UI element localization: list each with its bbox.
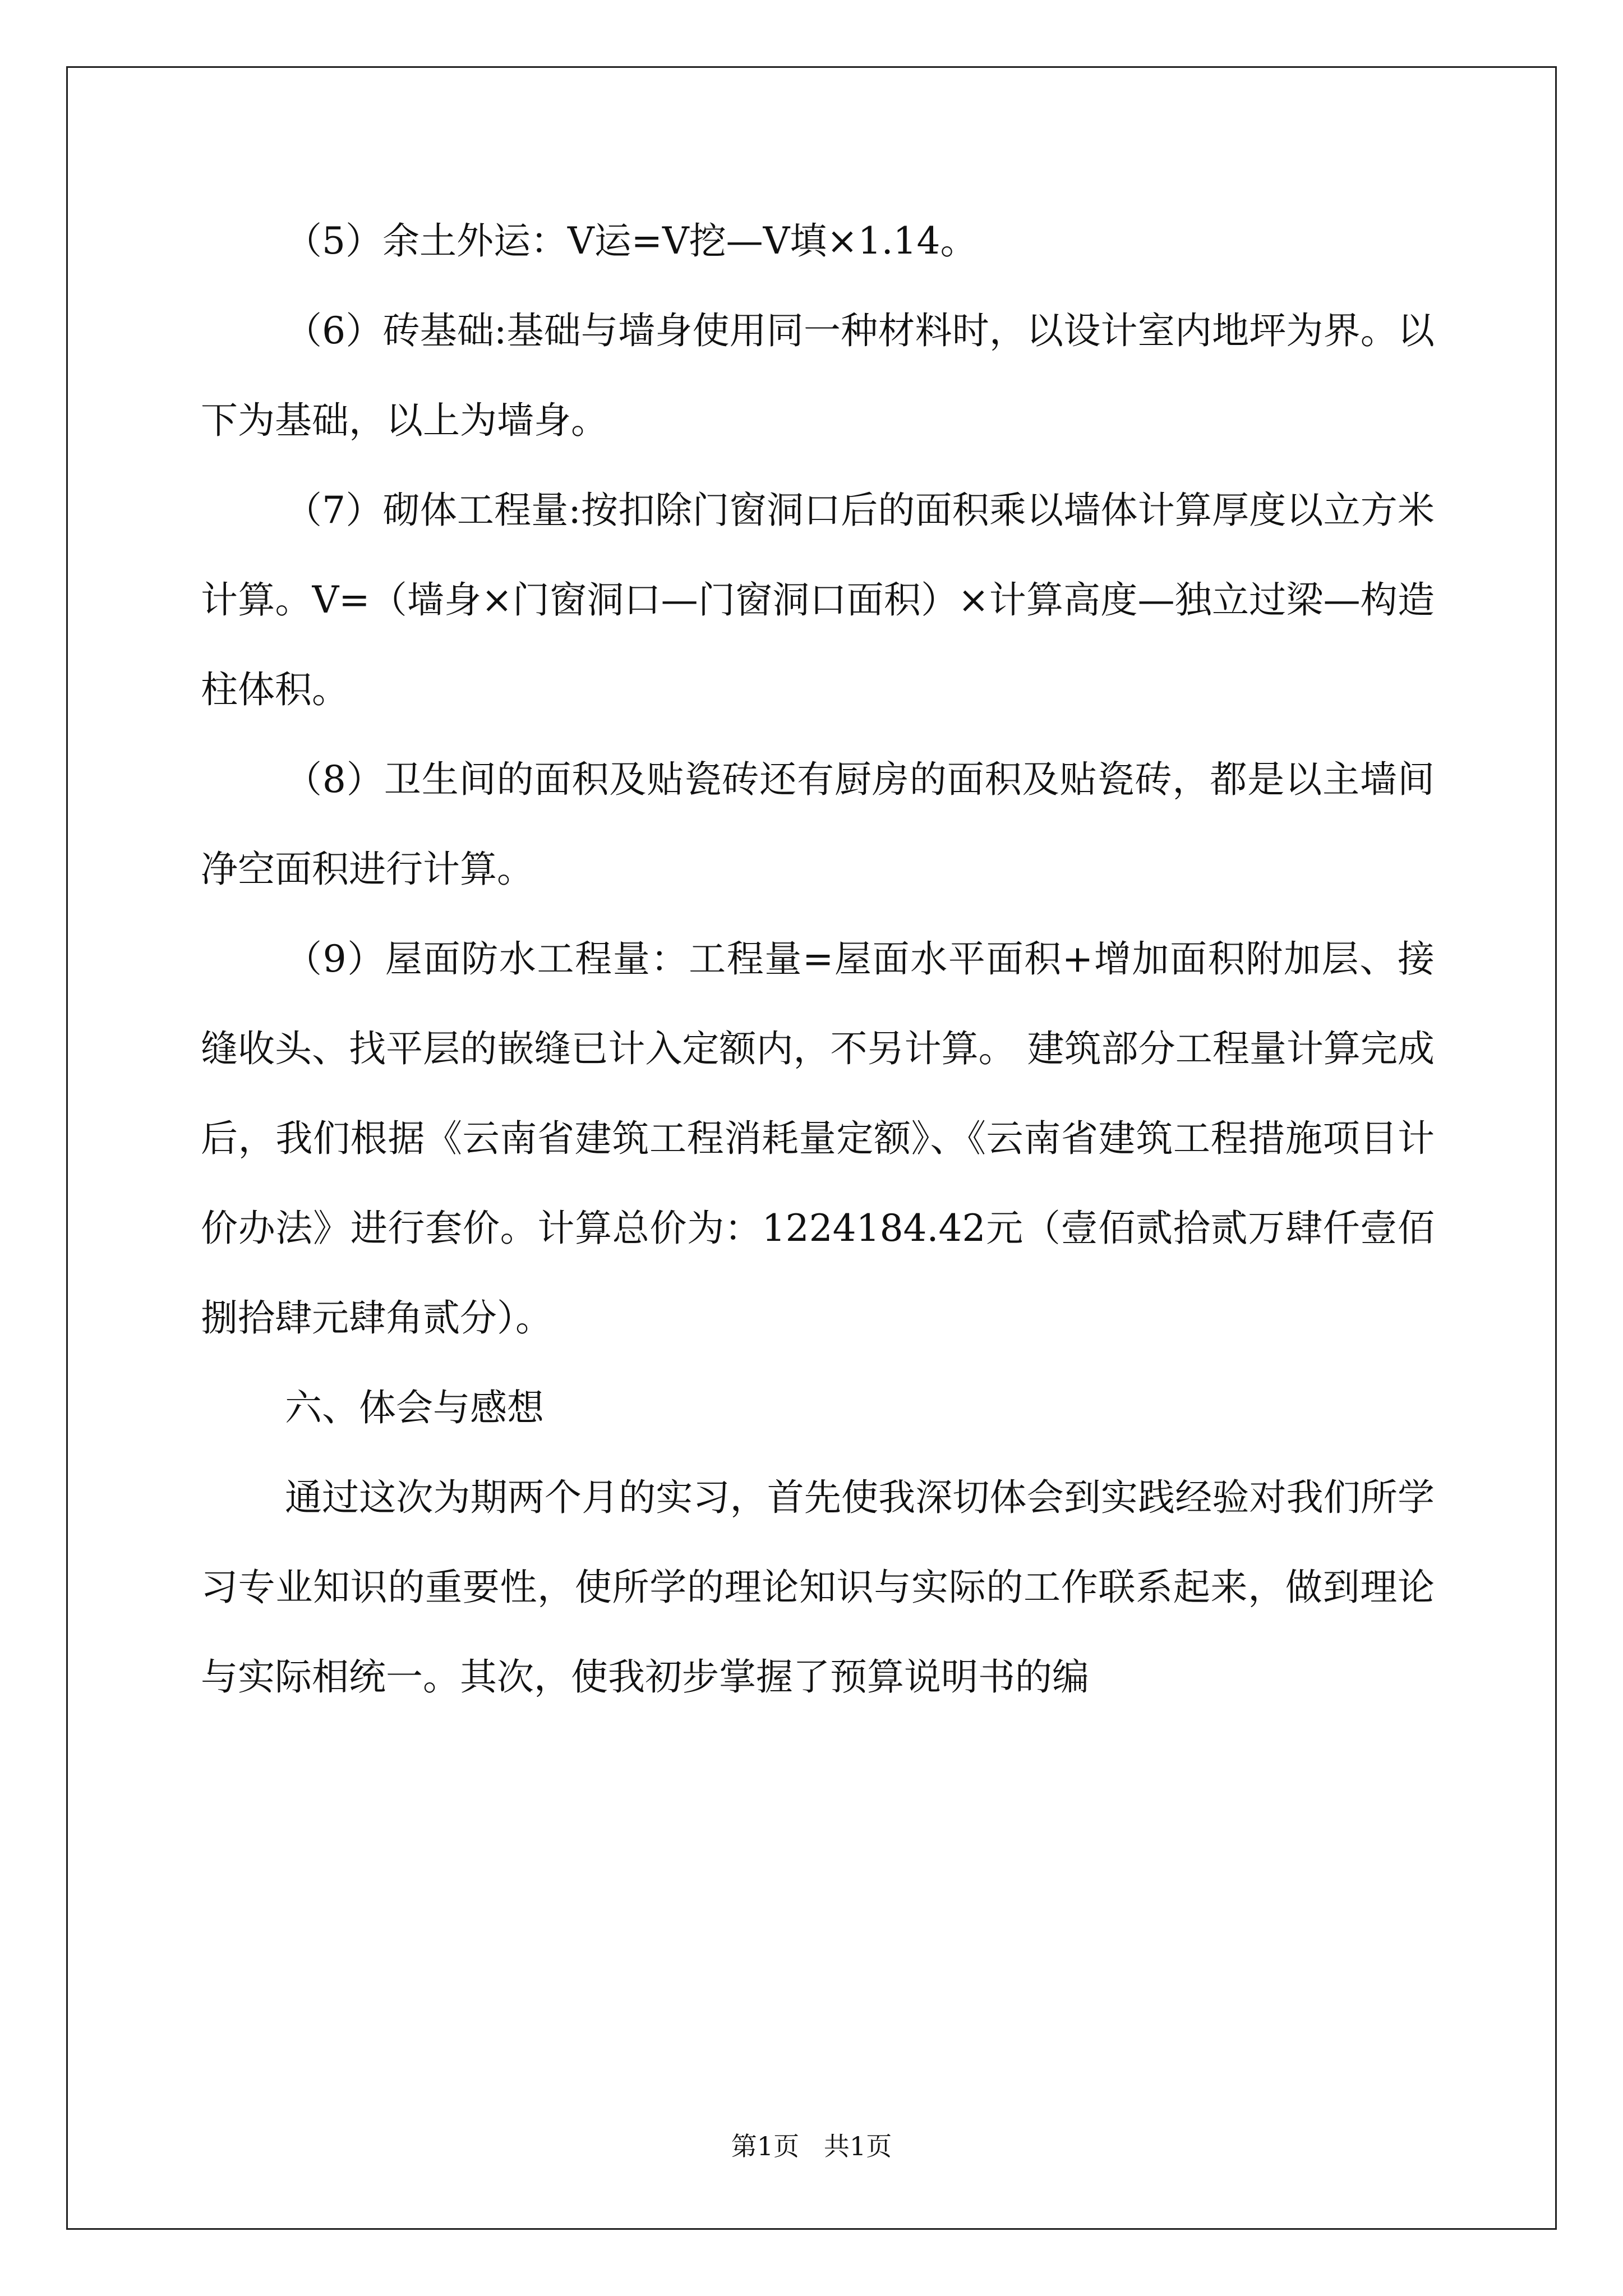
document-body — [201, 196, 1435, 1722]
closing-paragraph: 通过这次为期两个月的实习，首先使我深切体会到实践经验对我们所学习专业知识的重要性，使所学的理论知识与实际的工作联系起来，做到理论与实际相统一。其次，使我初步掌握了预算说明书的编 — [201, 1476, 1435, 1699]
paragraph-item-9: （9）屋面防水工程量：工程量=屋面水平面积+增加面积附加层、接缝收头、找平层的嵌缝已计入定额内，不另计算。 建筑部分工程量计算完成后，我们根据《云南省建筑工程消耗量定额》、《云南省建筑工程措施项目计价办法》进行套价。计算总价为：1224184.42元（壹佰贰拾贰万肆仟壹佰捌拾肆元肆角贰分）。 — [201, 937, 1435, 1340]
page-number-footer: 第1页 共1页 — [731, 2131, 892, 2161]
paragraph-item-8: （8）卫生间的面积及贴瓷砖还有厨房的面积及贴瓷砖，都是以主墙间净空面积进行计算。 — [201, 758, 1435, 891]
section-heading: 六、体会与感想 — [285, 1386, 544, 1429]
paragraph-item-7: （7）砌体工程量:按扣除门窗洞口后的面积乘以墙体计算厚度以立方米计算。V=（墙身×门窗洞口—门窗洞口面积）×计算高度—独立过梁—构造柱体积。 — [201, 489, 1435, 711]
paragraph-item-6: （6）砖基础:基础与墙身使用同一种材料时，以设计室内地坪为界。以下为基础，以上为墙身。 — [201, 309, 1435, 442]
paragraph-item-5: （5）余土外运：V运=V挖—V填×1.14。 — [285, 219, 978, 263]
